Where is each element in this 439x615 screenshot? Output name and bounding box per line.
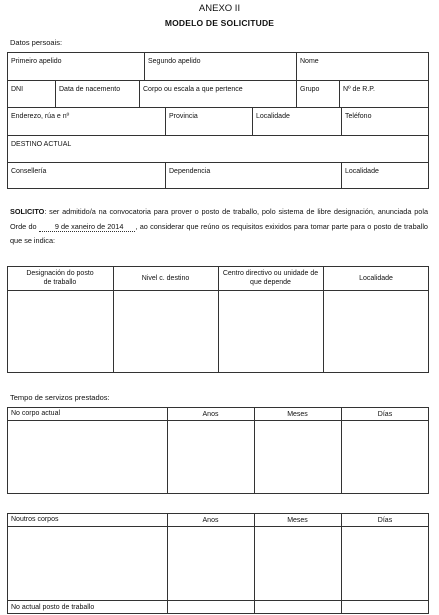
current-months-input[interactable]: [255, 421, 341, 493]
level-input[interactable]: [114, 291, 218, 372]
current-post-label: No actual posto de traballo: [11, 604, 95, 611]
row-divider: [7, 107, 429, 108]
cell-divider: [55, 80, 56, 107]
dependency-field[interactable]: Dependencia: [169, 168, 211, 175]
years-header: Anos: [202, 411, 219, 418]
directive-center-input[interactable]: [219, 291, 323, 372]
days-header: Días: [377, 517, 393, 524]
cell-divider: [296, 80, 297, 107]
name-field[interactable]: Nome: [300, 58, 319, 65]
row-divider: [7, 135, 429, 136]
row-divider: [7, 80, 429, 81]
directive-center-header: Centro directivo ou unidade de que depende: [222, 270, 319, 286]
dni-field[interactable]: DNI: [11, 86, 24, 93]
other-corps-header: Noutros corpos: [11, 516, 59, 523]
group-field[interactable]: Grupo: [300, 86, 320, 93]
current-corps-header: No corpo actual: [11, 410, 61, 417]
years-header: Anos: [202, 517, 219, 524]
cell-divider: [144, 52, 145, 80]
post-designation-input[interactable]: [8, 291, 113, 372]
cell-divider: [165, 107, 166, 135]
post-locality-header: Localidade: [359, 275, 393, 282]
post-locality-input[interactable]: [324, 291, 428, 372]
second-surname-field[interactable]: Segundo apelido: [148, 58, 201, 65]
cell-divider: [341, 162, 342, 189]
current-years-input[interactable]: [168, 421, 254, 493]
locality-field[interactable]: Localidade: [256, 113, 290, 120]
row-divider: [7, 600, 429, 601]
other-days-input[interactable]: [342, 527, 428, 599]
rp-number-field[interactable]: Nº de R.P.: [343, 86, 375, 93]
department-field[interactable]: Consellería: [11, 168, 47, 175]
request-text-1: : ser admitido/a na convocatoria para prover o posto de traballo, polo sistema de libre designación, anunciada pola Orde do: [10, 207, 428, 231]
order-date: 9 de xaneiro de 2014: [39, 222, 136, 232]
level-header: Nivel c. destino: [141, 275, 190, 282]
cell-divider: [296, 52, 297, 80]
days-header: Días: [377, 411, 393, 418]
corps-field[interactable]: Corpo ou escala a que pertence: [143, 86, 243, 93]
request-text-2: , ao considerar que reúno os requisitos exixidos para tomar parte para o posto de traballo que se indica:: [10, 221, 428, 245]
province-field[interactable]: Provincia: [169, 113, 198, 120]
cell-divider: [252, 107, 253, 135]
request-paragraph: [10, 205, 428, 249]
personal-data-label: Datos persoais:: [10, 38, 63, 47]
post-designation-header: Designación do posto de traballo: [26, 270, 94, 286]
months-header: Meses: [287, 517, 308, 524]
other-months-input[interactable]: [255, 527, 341, 599]
cell-divider: [339, 80, 340, 107]
phone-field[interactable]: Teléfono: [345, 113, 372, 120]
row-divider: [7, 162, 429, 163]
current-destination-label: DESTINO ACTUAL: [11, 141, 72, 148]
current-days-input[interactable]: [342, 421, 428, 493]
destination-locality-field[interactable]: Localidade: [345, 168, 379, 175]
address-field[interactable]: Enderezo, rúa e nº: [11, 113, 70, 120]
service-time-label: Tempo de servizos prestados:: [10, 393, 110, 402]
first-surname-field[interactable]: Primeiro apelido: [11, 58, 62, 65]
cell-divider: [165, 162, 166, 189]
birth-date-field[interactable]: Data de nacemento: [59, 86, 121, 93]
form-title: MODELO DE SOLICITUDE: [164, 18, 275, 28]
cell-divider: [139, 80, 140, 107]
annex-label: ANEXO II: [198, 3, 241, 14]
other-years-input[interactable]: [168, 527, 254, 599]
months-header: Meses: [287, 411, 308, 418]
cell-divider: [341, 107, 342, 135]
request-keyword: SOLICITO: [10, 207, 45, 216]
